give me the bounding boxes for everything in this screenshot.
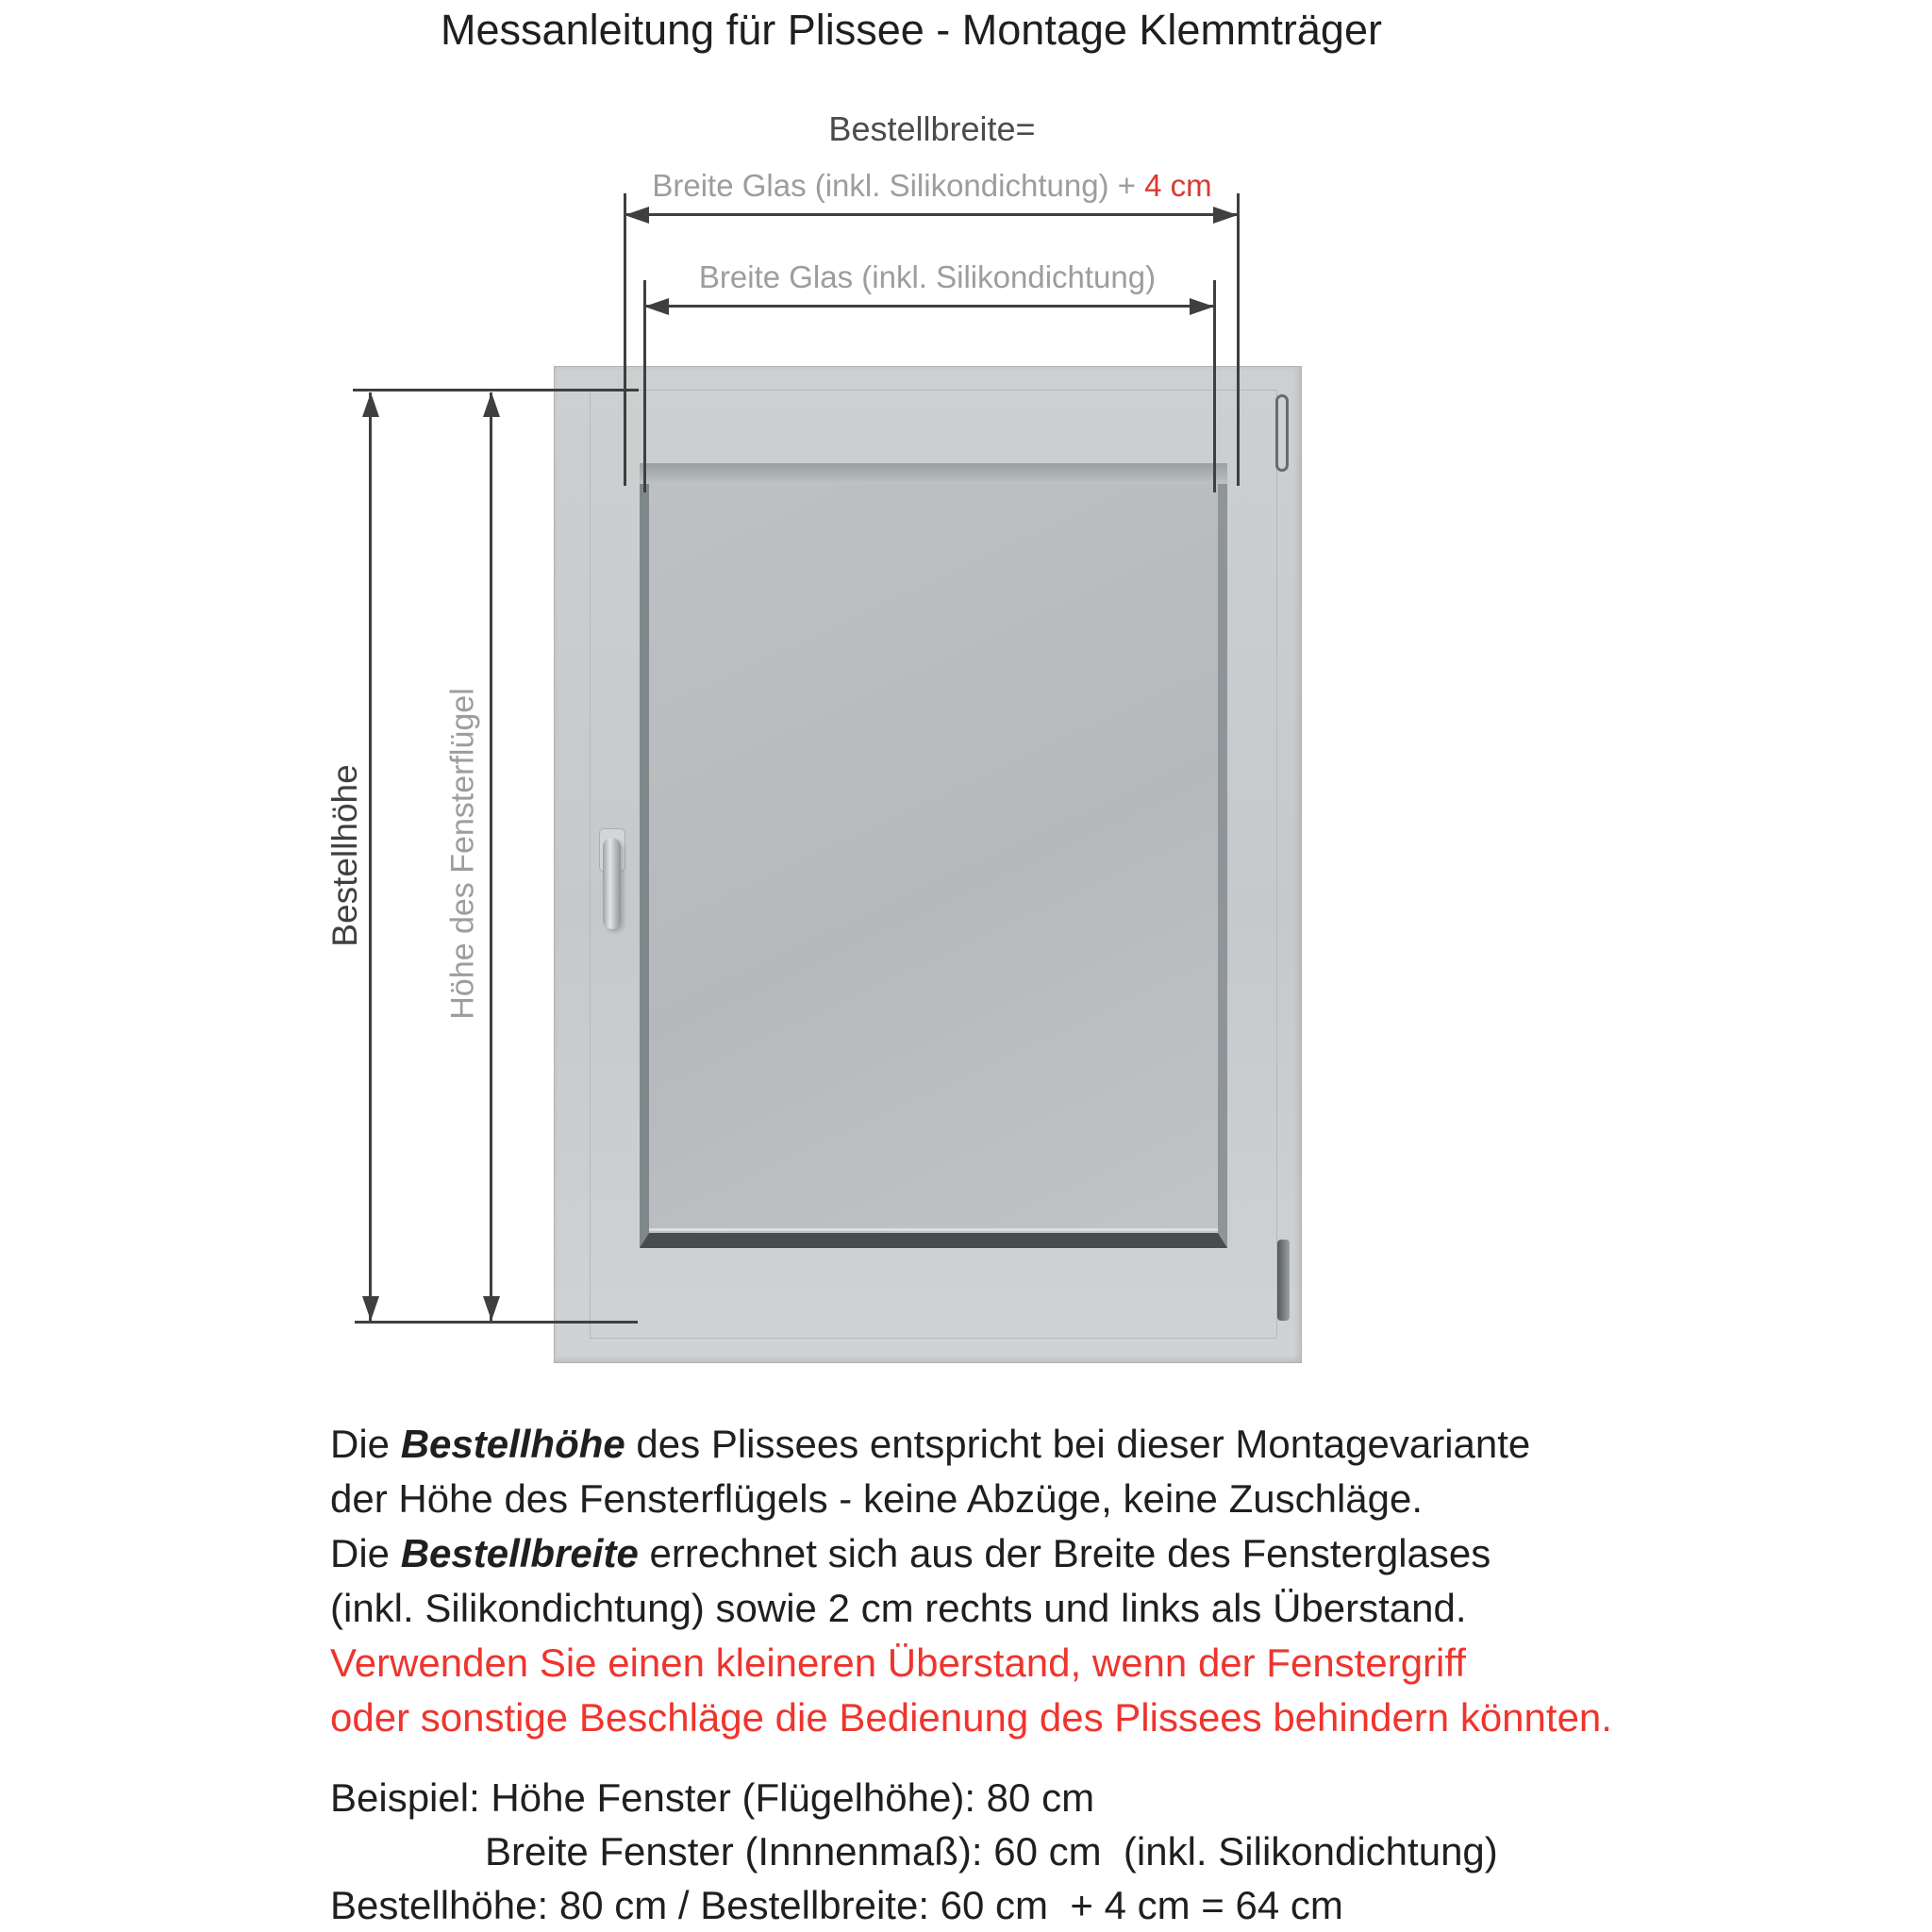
extension-line-order-width-right [1237, 193, 1240, 486]
instruction-line-1 [330, 1417, 1612, 1472]
warning-line-1: Verwenden Sie einen kleineren Überstand, wenn der Fenstergriff [330, 1641, 1466, 1685]
glass-width-label: Breite Glas (inkl. Silikondichtung) [698, 259, 1157, 294]
example-text [330, 1771, 1498, 1932]
instruction-line-3 [330, 1526, 1612, 1581]
instruction-text [330, 1417, 1612, 1745]
arrowhead-up [362, 392, 379, 417]
glass-width-arrow [644, 305, 1214, 308]
arrowhead-up [483, 392, 500, 417]
warning-line-2: oder sonstige Beschläge die Bedienung des Plissees behindern könnten. [330, 1695, 1612, 1740]
page-title: Messanleitung für Plissee - Montage Klemmträger [441, 6, 1382, 54]
arrowhead-right [1190, 298, 1214, 315]
arrowhead-down [362, 1296, 379, 1321]
p2-em: Bestellbreite [400, 1531, 639, 1575]
order-width-label: Bestellbreite= [828, 109, 1036, 148]
sash-height-label: Höhe des Fensterflügel [444, 688, 481, 1020]
p1-pre: Die [330, 1422, 401, 1466]
p2-pre: Die [330, 1531, 401, 1575]
glass-width-plus-prefix: Breite Glas (inkl. Silikondichtung) + [652, 168, 1145, 203]
window-frame [554, 366, 1302, 1363]
example-line-1: Beispiel: Höhe Fenster (Flügelhöhe): 80 cm [330, 1775, 1095, 1820]
order-height-arrow [369, 392, 372, 1321]
example-line-2: Breite Fenster (Innnenmaß): 60 cm (inkl. Silikondichtung) [485, 1829, 1498, 1874]
hinge-top-icon [1275, 394, 1289, 472]
extension-line-order-width-left [624, 193, 626, 486]
example-line-3: Bestellhöhe: 80 cm / Bestellbreite: 60 cm + 4 cm = 64 cm [330, 1883, 1343, 1927]
instruction-line-4: (inkl. Silikondichtung) sowie 2 cm rechts und links als Überstand. [330, 1586, 1467, 1630]
arrowhead-left [644, 298, 669, 315]
arrowhead-left [625, 207, 649, 224]
instruction-line-2: der Höhe des Fensterflügels - keine Abzüge, keine Zuschläge. [330, 1476, 1424, 1521]
hinge-bottom-icon [1277, 1240, 1290, 1321]
extension-line-height-bottom [355, 1321, 638, 1324]
plissee-top-rail [640, 463, 1227, 484]
extension-line-height-top [353, 389, 639, 391]
arrowhead-down [483, 1296, 500, 1321]
order-width-arrow [625, 213, 1238, 216]
sash-height-arrow [490, 392, 492, 1321]
order-height-label: Bestellhöhe [325, 764, 364, 947]
glass-width-allowance-value: 4 cm [1144, 168, 1212, 203]
p1-post: des Plissees entspricht bei dieser Montagevariante [625, 1422, 1531, 1466]
p1-em: Bestellhöhe [400, 1422, 625, 1466]
glass-bottom-highlight [649, 1228, 1218, 1231]
window-glass [640, 463, 1227, 1248]
arrowhead-right [1213, 207, 1238, 224]
glass-width-plus-label [652, 168, 1211, 204]
window-handle-icon [603, 838, 621, 929]
p2-post: errechnet sich aus der Breite des Fensterglases [638, 1531, 1491, 1575]
